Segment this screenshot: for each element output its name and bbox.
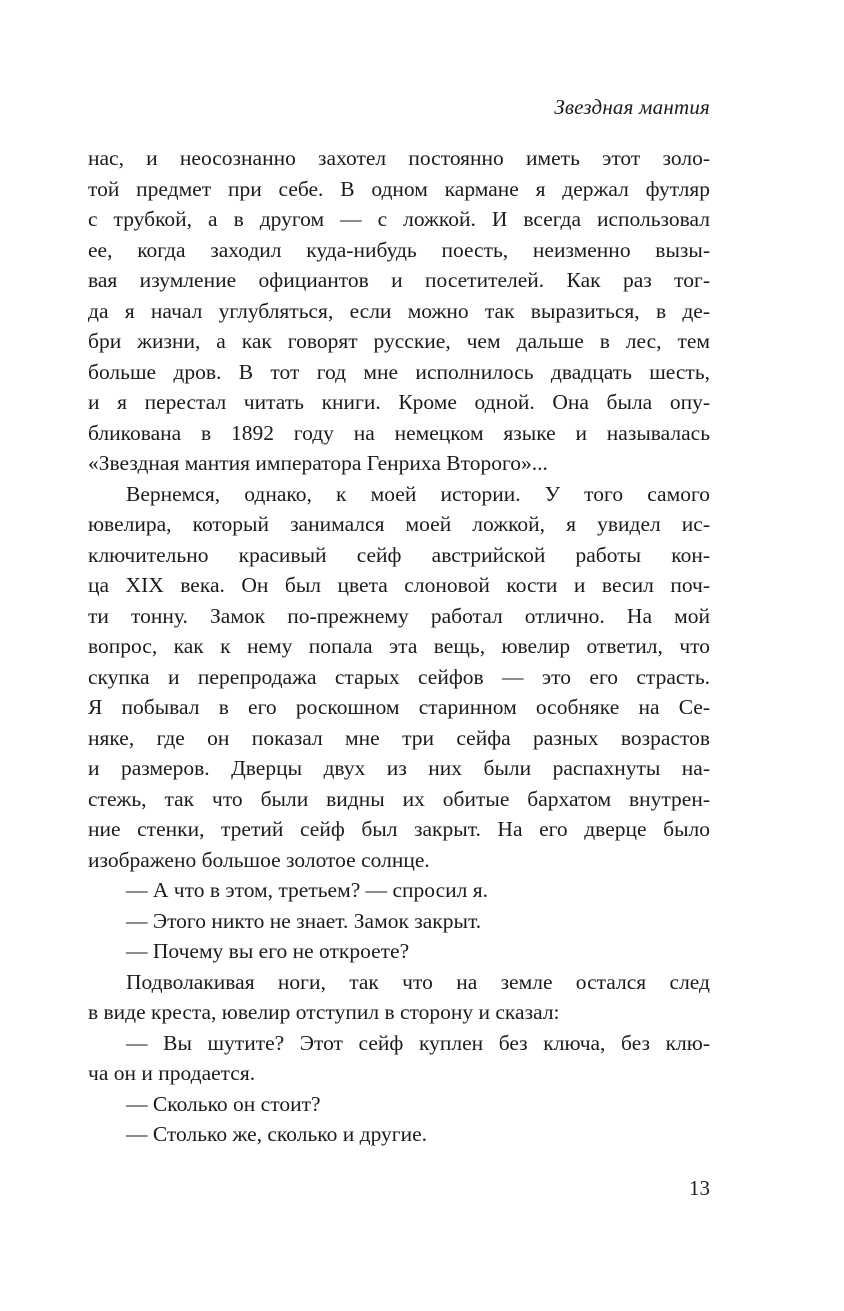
text-line: ключительно красивый сейф австрийской работы кон-	[88, 542, 710, 567]
text-line: ее, когда заходил куда-нибудь поесть, неизменно вызы-	[88, 237, 710, 262]
text-line: той предмет при себе. В одном кармане я держал футляр	[88, 176, 710, 201]
text-line: — Сколько он стоит?	[126, 1091, 321, 1116]
text-line: изображено большое золотое солнце.	[88, 847, 430, 872]
running-header: Звездная мантия	[554, 95, 710, 119]
text-line: — Столько же, сколько и другие.	[126, 1122, 428, 1146]
text-line: больше дров. В тот год мне исполнилось двадцать шесть,	[88, 359, 710, 384]
text-line: вая изумление официантов и посетителей. Как раз тог-	[88, 268, 710, 292]
text-line: ние стенки, третий сейф был закрыт. На его дверце было	[88, 817, 710, 841]
paragraph	[88, 1028, 710, 1089]
text-line: — А что в этом, третьем? — спросил я.	[126, 878, 488, 902]
text-line: — Этого никто не знает. Замок закрыт.	[126, 908, 482, 933]
text-line: нас, и неосознанно захотел постоянно иметь этот золо-	[88, 146, 710, 170]
paragraph	[88, 936, 710, 967]
text-line: Вернемся, однако, к моей истории. У того самого	[126, 481, 710, 506]
text-line: скупка и перепродажа старых сейфов — это его страсть.	[88, 664, 710, 689]
text-line: бри жизни, а как говорят русские, чем дальше в лес, тем	[88, 329, 710, 353]
paragraph	[88, 479, 710, 876]
text-line: «Звездная мантия императора Генриха Второго»...	[88, 451, 548, 475]
text-line: да я начал углубляться, если можно так выразиться, в де-	[88, 298, 710, 323]
paragraph	[88, 906, 710, 937]
text-line: ти тонну. Замок по-прежнему работал отлично. На мой	[88, 603, 710, 628]
text-line: — Почему вы его не откроете?	[126, 939, 410, 963]
text-line: Подволакивая ноги, так что на земле остался след	[126, 969, 710, 994]
text-line: няке, где он показал мне три сейфа разных возрастов	[88, 725, 710, 750]
paragraph	[88, 875, 710, 906]
text-line: вопрос, как к нему попала эта вещь, ювелир ответил, что	[88, 634, 710, 658]
text-line: ча он и продается.	[88, 1061, 256, 1085]
text-line: и размеров. Дверцы двух из них были распахнуты на-	[88, 756, 710, 780]
text-line: бликована в 1892 году на немецком языке и называлась	[88, 420, 710, 445]
text-line: с трубкой, а в другом — с ложкой. И всегда использовал	[88, 207, 710, 231]
paragraph	[88, 1119, 710, 1150]
paragraph	[88, 967, 710, 1028]
text-line: ювелира, который занимался моей ложкой, я увидел ис-	[88, 512, 710, 536]
text-line: Я побывал в его роскошном старинном особняке на Се-	[88, 695, 710, 719]
page-number: 13	[689, 1176, 710, 1200]
text-line: ца XIX века. Он был цвета слоновой кости и весил поч-	[88, 573, 710, 597]
text-line: и я перестал читать книги. Кроме одной. Она была опу-	[88, 390, 710, 414]
text-line: — Вы шутите? Этот сейф куплен без ключа, без клю-	[126, 1030, 710, 1055]
paragraph	[88, 1089, 710, 1120]
paragraph	[88, 143, 710, 479]
text-line: стежь, так что были видны их обитые бархатом внутрен-	[88, 786, 710, 811]
text-block	[88, 143, 710, 1150]
text-line: в виде креста, ювелир отступил в сторону и сказал:	[88, 1000, 560, 1024]
